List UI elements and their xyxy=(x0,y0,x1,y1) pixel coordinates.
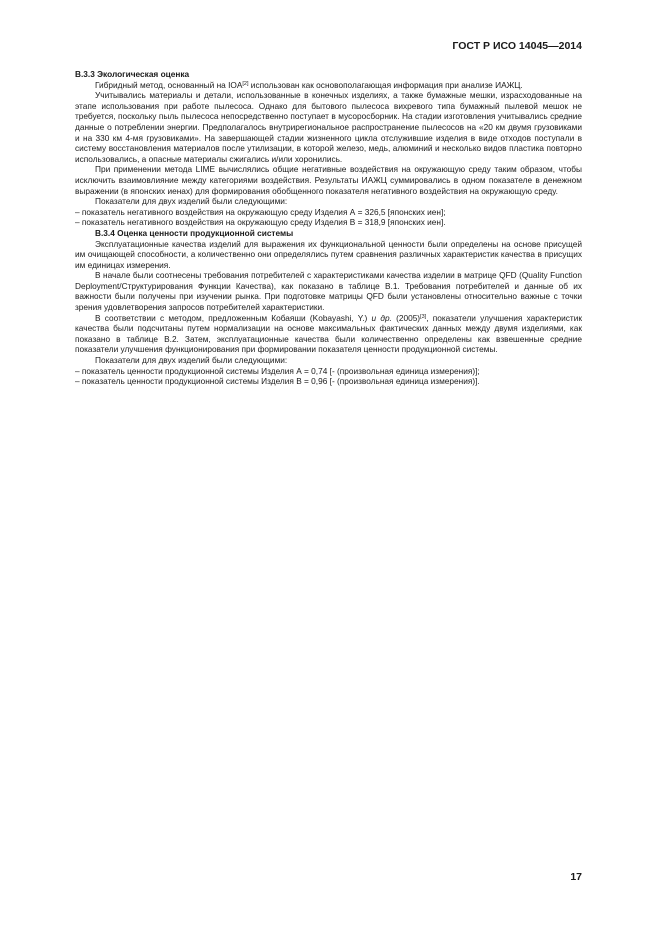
list-item: – показатель негативного воздействия на окружающую среду Изделия В = 318,9 [японских иен]. xyxy=(75,217,446,228)
list-item: – показатель ценности продукционной системы Изделия В = 0,96 [- (произвольная единица измерения)]. xyxy=(75,376,480,387)
paragraph: В соответствии с методом, предложенным Кобаяши (Kobayashi, Y.) и др. (2005)[3], показатели улучшения характеристик качества были подсчитаны путем нормализации на основе максимальных фактических данных между двумя изделиями, как показано в таблице В.2. Затем, эксплуатационные качества были количественно определены как взвешенные средние показатели улучшения функционирования при формировании показателя ценности продукционной системы. xyxy=(75,312,582,355)
list-item: – показатель ценности продукционной системы Изделия А = 0,74 [- (произвольная единица измерения)]; xyxy=(75,365,480,376)
reference-superscript: [3] xyxy=(420,313,427,320)
document-header: ГОСТ Р ИСО 14045—2014 xyxy=(452,40,582,52)
paragraph: Эксплуатационные качества изделий для выражения их функциональной ценности были определены на основе присущей им очищающей способности, а количественно они определялись путем сравнения различных характеристик качества в присущих им единицах измерения. xyxy=(75,238,582,270)
list-item: – показатель негативного воздействия на окружающую среду Изделия А = 326,5 [японских иен]; xyxy=(75,206,446,217)
paragraph: Показатели для двух изделий были следующими: xyxy=(95,355,288,366)
paragraph: Гибридный метод, основанный на IOA[2] использован как основополагающая информация при анализе ИАЖЦ. xyxy=(95,79,523,90)
paragraph: Показатели для двух изделий были следующими: xyxy=(95,196,288,207)
page-number: 17 xyxy=(570,871,582,883)
reference-superscript: [2] xyxy=(242,80,249,87)
page-body xyxy=(75,69,582,387)
paragraph: При применении метода LIME вычислялись общие негативные воздействия на окружающую среду таким образом, чтобы исключить взаимовлияние между категориями воздействия. Результаты ИАЖЦ суммировались в одном показателе в денежном выражении (в японских иенах) для формирования обобщенного показателя негативного воздействия на окружающую среду. xyxy=(75,164,582,196)
section-heading-b33: B.3.3 Экологическая оценка xyxy=(75,69,190,79)
section-heading-b34: B.3.4 Оценка ценности продукционной системы xyxy=(95,227,294,238)
paragraph: В начале были соотнесены требования потребителей с характеристиками качества изделии в матрице QFD (Quality Function Deployment/Структурирования Функции Качества), как показано в таблице В.1. Требования потребителей и данные об их важности были получены при изучении рынка. При подготовке матрицы QFD были установлены относительно важные с точки зрения удовлетворения запросов потребителей характеристики. xyxy=(75,270,582,313)
paragraph: Учитывались материалы и детали, использованные в конечных изделиях, а также бумажные мешки, израсходованные на этапе использования при работе пылесоса. Однако для бытового пылесоса вихревого типа бумажный пылевой мешок не требуется, поскольку пыль пылесоса непосредственно поступает в мусоросборник. На стадии изготовления учитывались средние данные о потреблении энергии. Предполагалось внутрирегиональное распространение пылесосов на «20 км двумя грузовиками и на 330 км 4-мя грузовиками». На завершающей стадии жизненного цикла отслужившие изделия в виде отходов поступали в систему восстановления материалов после утилизации, в которой железо, медь, алюминий и несколько видов пластика повторно использовались, а опасные материалы сжигались и/или хоронились. xyxy=(75,90,582,164)
